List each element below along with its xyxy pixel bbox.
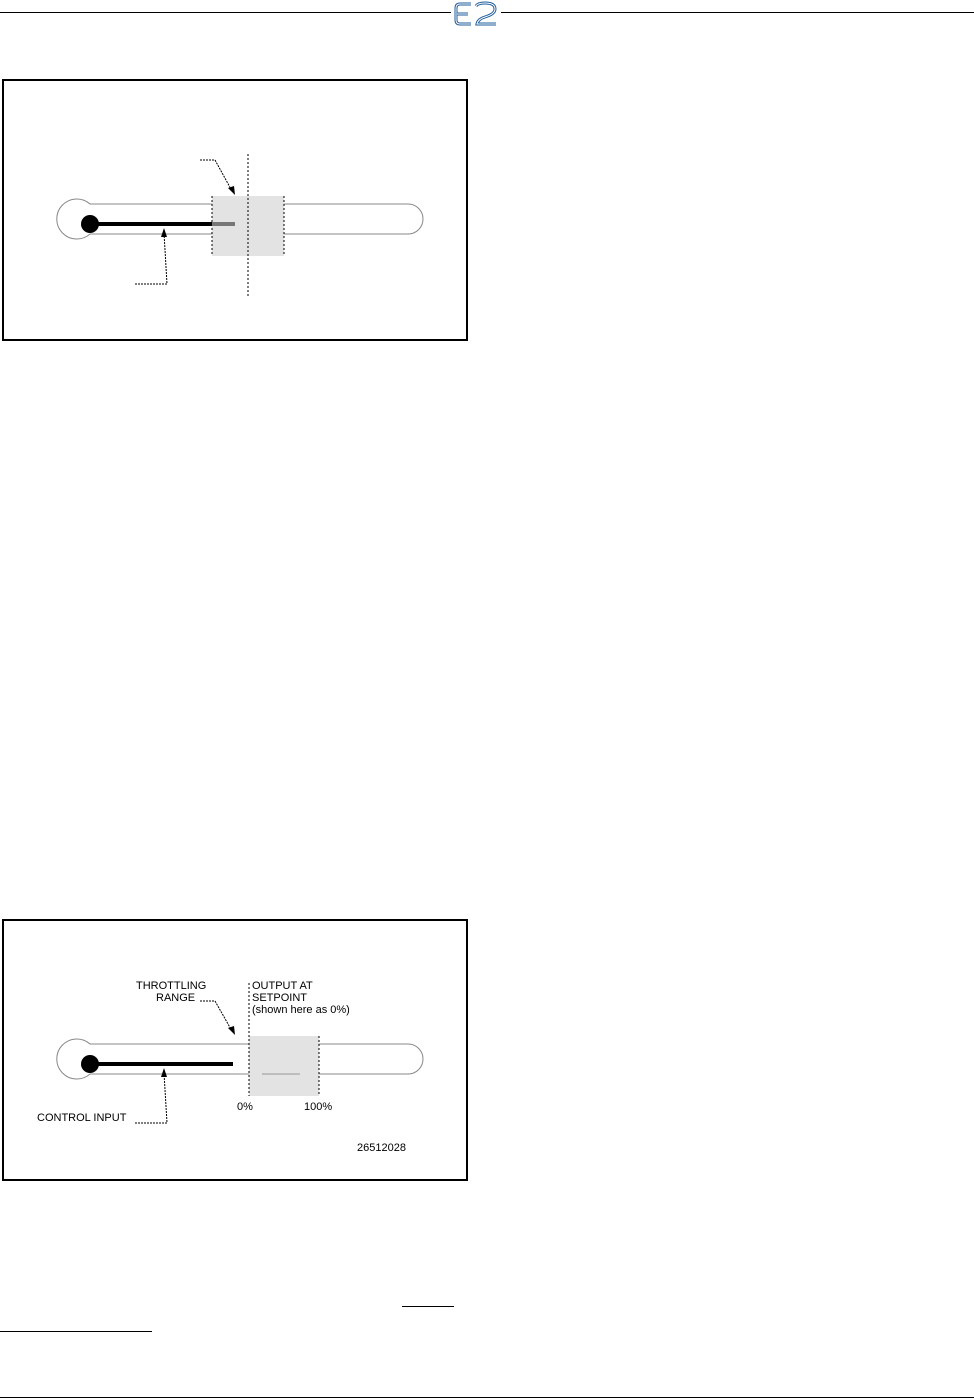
thermometer-outline — [57, 1039, 423, 1079]
tick-label-100: 100% — [304, 1101, 333, 1113]
label-output-line1: OUTPUT AT — [252, 980, 313, 992]
range-leader — [200, 160, 232, 191]
underline-stub — [402, 1306, 454, 1307]
input-leader — [135, 233, 167, 284]
figure-id: 26512028 — [357, 1142, 406, 1154]
tick-label-0: 0% — [237, 1101, 253, 1113]
label-output-line3: (shown here as 0%) — [252, 1004, 350, 1016]
footnote-rule — [0, 1331, 152, 1332]
e2-logo-icon — [451, 0, 501, 28]
thermometer-diagram-top — [4, 81, 470, 343]
throttling-range-box — [249, 1036, 319, 1096]
figure-throttling-bottom — [2, 919, 468, 1181]
label-output-line2: SETPOINT — [252, 992, 308, 1004]
figure-throttling-top — [2, 79, 468, 341]
e2-logo — [451, 0, 501, 28]
range-leader — [200, 1001, 232, 1031]
footer-rule — [0, 1397, 974, 1398]
label-control-input: CONTROL INPUT — [37, 1112, 127, 1124]
input-leader — [135, 1073, 167, 1123]
label-throttling-range-line1: THROTTLING — [136, 980, 207, 992]
label-throttling-range-line2: RANGE — [156, 992, 196, 1004]
